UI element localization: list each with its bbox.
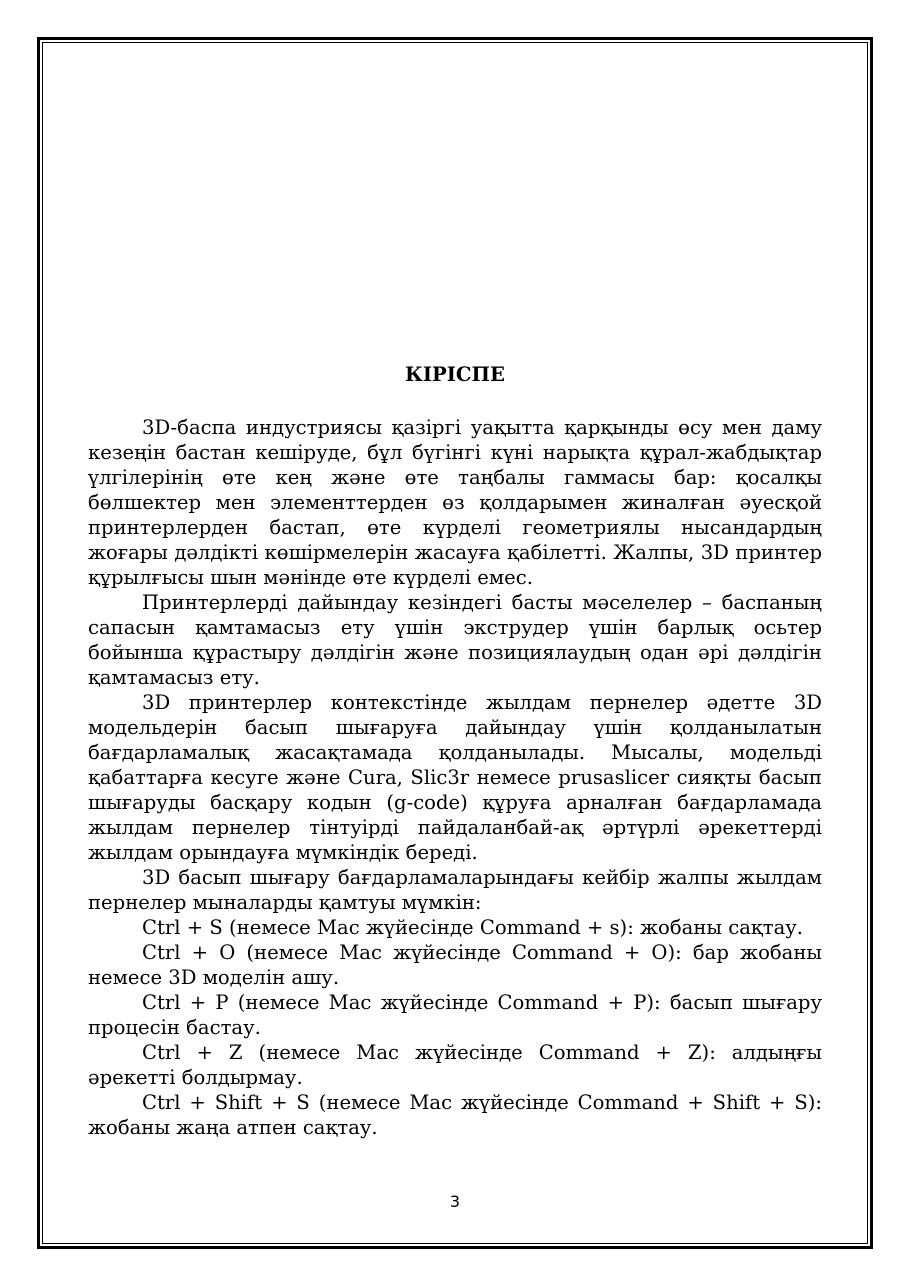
paragraph: Принтерлерді дайындау кезіндегі басты мәселелер – баспаның сапасын қамтамасыз ету үшін экструдер үшін барлық осьтер бойынша құрастыру дәлдігін және позициялаудың одан әрі дәлдігін қамтамасыз ету. [88, 591, 822, 689]
shortcut-item: Ctrl + Z (немесе Mac жүйесінде Command + Z): алдыңғы әрекетті болдырмау. [88, 1041, 822, 1089]
shortcut-item: Ctrl + Shift + S (немесе Mac жүйесінде Command + Shift + S): жобаны жаңа атпен сақтау. [88, 1091, 822, 1139]
paragraph: 3D басып шығару бағдарламаларындағы кейбір жалпы жылдам пернелер мыналарды қамтуы мүмкін: [88, 866, 822, 914]
document-body [88, 362, 822, 1140]
paragraph: 3D принтерлер контекстінде жылдам пернелер әдетте 3D модельдерін басып шығаруға дайындау үшін қолданылатын бағдарламалық жасақтамада қолданылады. Мысалы, модельді қабаттарға кесуге және Cura, Slic3r немесе prusaslicer сияқты басып шығаруды басқару кодын (g-code) құруға арналған бағдарламада жылдам пернелер тінтуірді пайдаланбай-ақ әртүрлі әрекеттерді жылдам орындауға мүмкіндік береді. [88, 691, 822, 864]
shortcut-item: Ctrl + O (немесе Mac жүйесінде Command + O): бар жобаны немесе 3D моделін ашу. [88, 941, 822, 989]
shortcut-item: Ctrl + S (немесе Mac жүйесінде Command + s): жобаны сақтау. [142, 916, 804, 939]
page-title: КІРІСПЕ [405, 363, 505, 386]
page-number: 3 [449, 1192, 461, 1211]
shortcut-item: Ctrl + P (немесе Mac жүйесінде Command + P): басып шығару процесін бастау. [88, 991, 822, 1039]
paragraph: 3D-баспа индустриясы қазіргі уақытта қарқынды өсу мен даму кезеңін бастан кешіруде, бұл бүгінгі күні нарықта құрал-жабдықтар үлгілерінің өте кең және өте таңбалы гаммасы бар: қосалқы бөлшектер мен элементтерден өз қолдарымен жиналған әуесқой принтерлерден бастап, өте күрделі геометриялы нысандардың жоғары дәлдікті көшірмелерін жасауға қабілетті. Жалпы, 3D принтер құрылғысы шын мәнінде өте күрделі емес. [88, 416, 822, 589]
